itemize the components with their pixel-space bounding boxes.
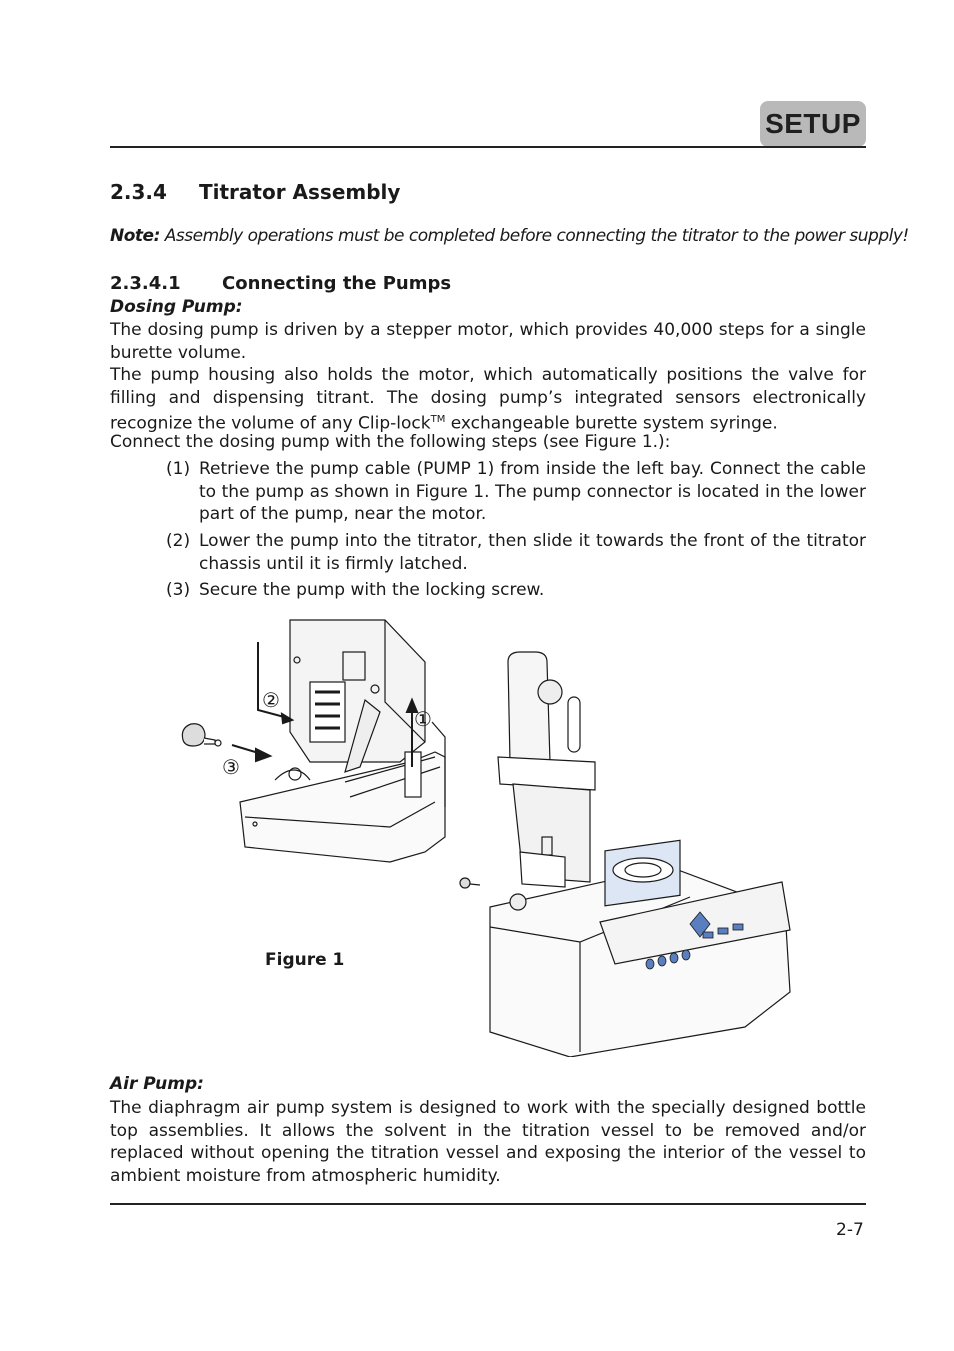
trademark-superscript: TM <box>430 414 446 425</box>
step-number: (2) <box>166 531 191 551</box>
step-text: Retrieve the pump cable (PUMP 1) from inside the left bay. Connect the cable to the pump as shown in Figure 1. The pump connector is located in the lower part of the pump, near the motor. <box>199 459 866 524</box>
paragraph-2-text: The pump housing also holds the motor, which automatically positions the valve for filling and dispensing titrant. The dosing pump’s integrated sensors electronically recognize the volume of any Clip-lock <box>110 365 866 434</box>
subsection-title: Connecting the Pumps <box>222 273 452 294</box>
note <box>110 226 909 246</box>
dosing-pump-paragraph-3: Connect the dosing pump with the following steps (see Figure 1.): <box>110 432 671 452</box>
step-text: Lower the pump into the titrator, then slide it towards the front of the titrator chassis until it is firmly latched. <box>199 531 866 574</box>
note-text: Assembly operations must be completed before connecting the titrator to the power supply! <box>164 226 909 246</box>
figure-caption: Figure 1 <box>265 950 345 970</box>
footer-rule <box>110 1203 866 1205</box>
step-text: Secure the pump with the locking screw. <box>199 580 545 600</box>
dosing-pump-paragraph-1: The dosing pump is driven by a stepper motor, which provides 40,000 steps for a single burette volume. <box>110 320 866 363</box>
page-number: 2-7 <box>836 1220 864 1240</box>
callout-3: ③ <box>222 755 240 779</box>
section-badge: SETUP <box>760 101 866 147</box>
air-pump-heading: Air Pump: <box>110 1074 204 1094</box>
callout-2: ② <box>262 688 280 712</box>
step-item <box>166 458 866 526</box>
step-item <box>166 530 866 575</box>
step-item <box>166 579 866 602</box>
callout-1: ① <box>414 707 432 731</box>
air-pump-paragraph: The diaphragm air pump system is designed to work with the specially designed bottle top assemblies. It allows the solvent in the titration vessel to be removed and/or replaced without opening the titration vessel and exposing the interior of the vessel to ambient moisture from atmospheric humidity. <box>110 1098 866 1186</box>
step-number: (1) <box>166 459 191 479</box>
dosing-pump-heading: Dosing Pump: <box>110 297 243 317</box>
titrator-full-illustration <box>460 652 790 1057</box>
note-label: Note: <box>110 226 160 246</box>
subsection-number: 2.3.4.1 <box>110 273 181 294</box>
section-title: Titrator Assembly <box>199 180 401 204</box>
header-rule <box>110 146 866 148</box>
dosing-pump-paragraph-2 <box>110 364 866 435</box>
titrator-assembly-figure <box>170 612 810 1057</box>
step-number: (3) <box>166 580 191 600</box>
pump-detail-illustration <box>182 620 445 862</box>
section-number: 2.3.4 <box>110 180 167 204</box>
paragraph-2-text-end: exchangeable burette system syringe. <box>445 413 778 434</box>
